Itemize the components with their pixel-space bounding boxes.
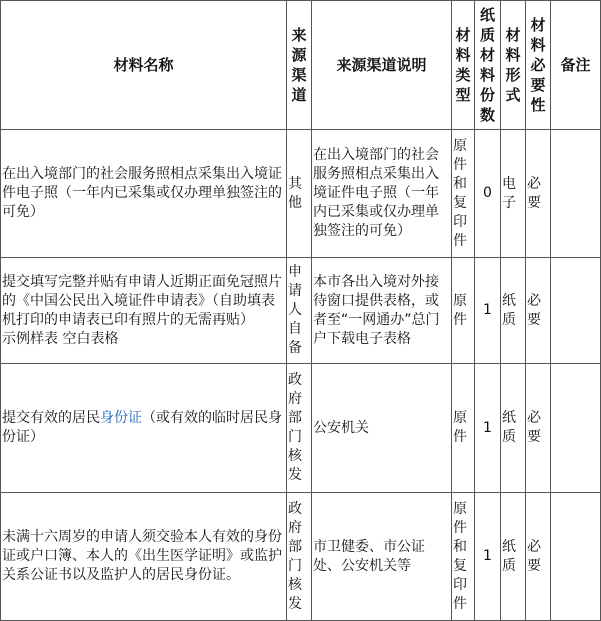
header-source-desc: 来源渠道说明 xyxy=(312,1,452,130)
row3-type: 原件 xyxy=(452,364,475,493)
table-row xyxy=(1,493,601,621)
row2-remark xyxy=(551,258,601,364)
row2-sample-links[interactable]: 示例样表 空白表格 xyxy=(2,330,119,347)
header-paper-count: 纸质材料份数 xyxy=(475,1,501,130)
row4-source: 政府部门核发 xyxy=(287,493,312,621)
row2-name: 提交填写完整并贴有申请人近期正面免冠照片的《中国公民出入境证件申请表》（自助填表机打印的申请表已印有照片的无需再贴） xyxy=(2,273,282,328)
row3-form: 纸质 xyxy=(501,364,526,493)
row2-form: 纸质 xyxy=(501,258,526,364)
row2-source: 申请人自备 xyxy=(287,258,312,364)
row3-name-cell xyxy=(1,364,287,493)
row1-source: 其他 xyxy=(287,130,312,258)
row1-form: 电子 xyxy=(501,130,526,258)
header-remark: 备注 xyxy=(551,1,601,130)
row4-source-desc: 市卫健委、市公证处、公安机关等 xyxy=(312,493,452,621)
header-type: 材料类型 xyxy=(452,1,475,130)
row3-paper-count: 1 xyxy=(475,364,501,493)
header-source: 来源渠道 xyxy=(287,1,312,130)
row1-required: 必要 xyxy=(526,130,551,258)
row3-name-pre: 提交有效的居民 xyxy=(2,410,100,426)
row4-remark xyxy=(551,493,601,621)
row2-type: 原件 xyxy=(452,258,475,364)
id-card-link[interactable]: 身份证 xyxy=(100,410,142,426)
table-row xyxy=(1,258,601,364)
row3-source-desc: 公安机关 xyxy=(312,364,452,493)
header-name: 材料名称 xyxy=(1,1,287,130)
header-form: 材料形式 xyxy=(501,1,526,130)
header-row xyxy=(1,1,601,130)
row1-paper-count: 0 xyxy=(475,130,501,258)
row1-type: 原件和复印件 xyxy=(452,130,475,258)
table-row xyxy=(1,364,601,493)
row1-remark xyxy=(551,130,601,258)
row3-remark xyxy=(551,364,601,493)
row4-form: 纸质 xyxy=(501,493,526,621)
row3-name-post: （或有效的临时居民身份证） xyxy=(2,410,282,445)
row4-type: 原件和复印件 xyxy=(452,493,475,621)
row2-paper-count: 1 xyxy=(475,258,501,364)
row2-source-desc: 本市各出入境对外接待窗口提供表格，或者至“一网通办”总门户下载电子表格 xyxy=(312,258,452,364)
header-required: 材料必要性 xyxy=(526,1,551,130)
row2-required: 必要 xyxy=(526,258,551,364)
row4-name: 未满十六周岁的申请人须交验本人有效的身份证或户口簿、本人的《出生医学证明》或监护关系公证书以及监护人的居民身份证。 xyxy=(1,493,287,621)
table-row xyxy=(1,130,601,258)
row1-source-desc: 在出入境部门的社会服务照相点采集出入境证件电子照（一年内已采集或仅办理单独签注的可免） xyxy=(312,130,452,258)
row2-name-cell xyxy=(1,258,287,364)
row1-name: 在出入境部门的社会服务照相点采集出入境证件电子照（一年内已采集或仅办理单独签注的可免） xyxy=(1,130,287,258)
row3-required: 必要 xyxy=(526,364,551,493)
row3-source: 政府部门核发 xyxy=(287,364,312,493)
row4-paper-count: 1 xyxy=(475,493,501,621)
row4-required: 必要 xyxy=(526,493,551,621)
